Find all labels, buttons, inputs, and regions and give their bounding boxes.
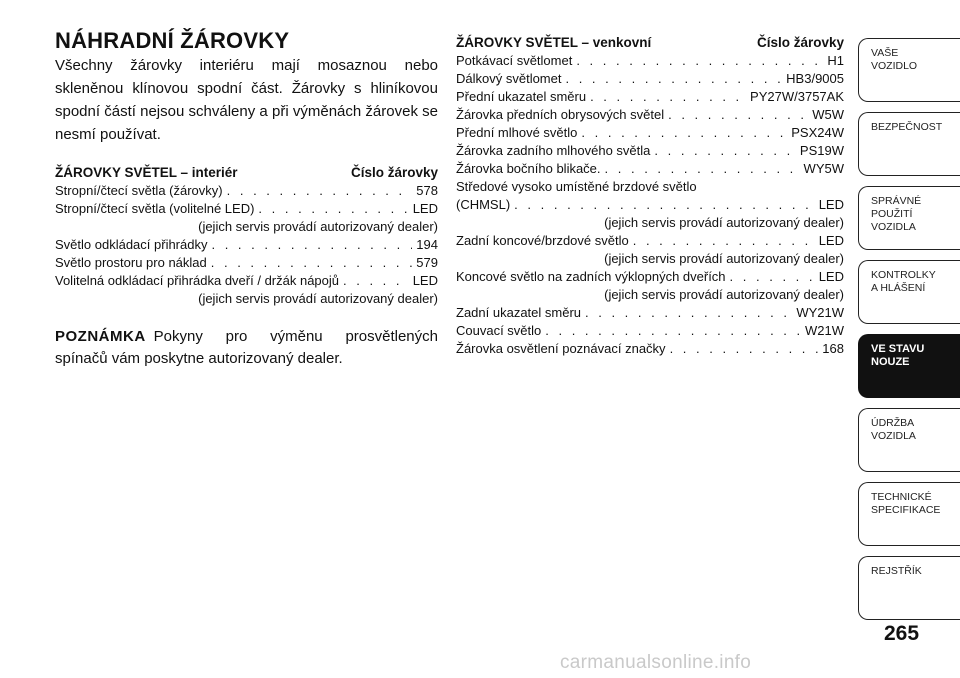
list-item <box>456 52 844 70</box>
chapter-tab[interactable] <box>858 334 960 398</box>
list-item <box>456 232 844 250</box>
leader-dots <box>514 196 815 214</box>
chapter-tab-label: VAŠE VOZIDLO <box>871 47 918 72</box>
left-column <box>55 28 438 370</box>
list-item <box>55 200 438 218</box>
bulb-number: WY21W <box>796 305 844 320</box>
list-item <box>456 196 844 214</box>
note <box>55 326 438 370</box>
exterior-list-header <box>456 34 844 52</box>
list-item <box>456 322 844 340</box>
chapter-tab-label: KONTROLKY A HLÁŠENÍ <box>871 269 936 294</box>
bulb-number-heading: Číslo žárovky <box>350 165 438 180</box>
chapter-tabs <box>858 38 960 630</box>
interior-heading: ŽÁROVKY SVĚTEL – interiér <box>55 165 238 180</box>
bulb-number: H1 <box>827 53 844 68</box>
bulb-number: PSX24W <box>791 125 844 140</box>
list-item <box>456 70 844 88</box>
bulb-number: LED <box>818 233 844 248</box>
bulb-number: 194 <box>416 237 438 252</box>
bulb-location: Přední ukazatel směru <box>456 89 587 104</box>
bulb-number: HB3/9005 <box>786 71 844 86</box>
chapter-tab-label: VE STAVU NOUZE <box>871 343 925 368</box>
bulb-location: Koncové světlo na zadních výklopných dveřích <box>456 269 726 284</box>
bulb-location: Zadní koncové/brzdové světlo <box>456 233 629 248</box>
bulb-location: Stropní/čtecí světla (žárovky) <box>55 183 223 198</box>
list-item <box>456 340 844 358</box>
leader-dots <box>585 304 792 322</box>
leader-dots <box>581 124 787 142</box>
leader-dots <box>545 322 801 340</box>
bulb-number: LED <box>818 197 844 212</box>
bulb-location: Žárovka zadního mlhového světla <box>456 143 651 158</box>
leader-dots <box>211 236 412 254</box>
bulb-location: Potkávací světlomet <box>456 53 573 68</box>
bulb-location: Dálkový světlomet <box>456 71 562 86</box>
list-item <box>456 160 844 178</box>
bulb-location: Couvací světlo <box>456 323 542 338</box>
service-note: (jejich servis provádí autorizovaný dealer) <box>604 287 844 302</box>
leader-dots <box>590 88 746 106</box>
service-note: (jejich servis provádí autorizovaný dealer) <box>604 215 844 230</box>
service-note: (jejich servis provádí autorizovaný dealer) <box>198 291 438 306</box>
bulb-number: LED <box>412 273 438 288</box>
leader-dots <box>576 52 823 70</box>
chapter-tab[interactable] <box>858 556 960 620</box>
bulb-location: Stropní/čtecí světla (volitelné LED) <box>55 201 255 216</box>
page-title: NÁHRADNÍ ŽÁROVKY <box>55 28 290 53</box>
leader-dots <box>605 160 800 178</box>
chapter-tab-label: ÚDRŽBA VOZIDLA <box>871 417 916 442</box>
list-item <box>55 182 438 200</box>
bulb-number: PY27W/3757AK <box>750 89 844 104</box>
interior-bulb-list <box>55 182 438 308</box>
interior-list-header <box>55 164 438 182</box>
right-column <box>456 34 844 358</box>
bulb-location: Volitelná odkládací přihrádka dveří / držák nápojů <box>55 273 340 288</box>
bulb-number: LED <box>818 269 844 284</box>
bulb-location: Světlo prostoru pro náklad <box>55 255 207 270</box>
leader-dots <box>654 142 796 160</box>
list-item <box>55 254 438 272</box>
chapter-tab[interactable] <box>858 38 960 102</box>
exterior-bulb-list <box>456 52 844 358</box>
leader-dots <box>668 106 808 124</box>
service-note: (jejich servis provádí autorizovaný dealer) <box>604 251 844 266</box>
chapter-tab-label: SPRÁVNÉ POUŽITÍ VOZIDLA <box>871 195 922 233</box>
list-item <box>456 88 844 106</box>
chapter-tab[interactable] <box>858 408 960 472</box>
bulb-number: 168 <box>822 341 844 356</box>
bulb-location: Žárovka osvětlení poznávací značky <box>456 341 666 356</box>
bulb-location: Žárovka bočního blikače. <box>456 161 601 176</box>
leader-dots <box>343 272 409 290</box>
leader-dots <box>227 182 413 200</box>
bulb-number: 578 <box>416 183 438 198</box>
list-item <box>456 106 844 124</box>
leader-dots <box>565 70 782 88</box>
bulb-number-heading: Číslo žárovky <box>756 35 844 50</box>
bulb-number: W5W <box>812 107 844 122</box>
list-item <box>55 272 438 290</box>
list-item <box>456 268 844 286</box>
note-label: POZNÁMKA <box>55 328 146 345</box>
leader-dots <box>633 232 815 250</box>
leader-dots <box>730 268 815 286</box>
chapter-tab[interactable] <box>858 260 960 324</box>
note-text: Pokyny pro výměnu prosvětlených spínačů vám poskytne autorizovaný dealer. <box>55 328 438 367</box>
bulb-number: PS19W <box>799 143 844 158</box>
list-item <box>456 124 844 142</box>
chapter-tab[interactable] <box>858 112 960 176</box>
bulb-location: Přední mlhové světlo <box>456 125 578 140</box>
exterior-heading: ŽÁROVKY SVĚTEL – venkovní <box>456 35 652 50</box>
chapter-tab-label: REJSTŘÍK <box>871 565 922 577</box>
service-note: (jejich servis provádí autorizovaný dealer) <box>198 219 438 234</box>
list-item <box>456 304 844 322</box>
bulb-number: W21W <box>805 323 844 338</box>
intro-paragraph: Všechny žárovky interiéru mají mosaznou nebo skleněnou klínovou spodní část. Žárovky s hliníkovou spodní částí nejsou schváleny a při výměnách žárovek se nesmí používat. <box>55 57 438 143</box>
bulb-number: 579 <box>416 255 438 270</box>
leader-dots <box>211 254 413 272</box>
page-number: 265 <box>884 622 920 645</box>
bulb-location: (CHMSL) <box>456 197 511 212</box>
chapter-tab[interactable] <box>858 186 960 250</box>
leader-dots <box>670 340 819 358</box>
chapter-tab[interactable] <box>858 482 960 546</box>
list-item-pretext: Středové vysoko umístěné brzdové světlo <box>456 179 697 194</box>
list-item <box>55 236 438 254</box>
bulb-number: WY5W <box>803 161 844 176</box>
bulb-location: Zadní ukazatel směru <box>456 305 582 320</box>
bulb-number: LED <box>412 201 438 216</box>
list-item <box>456 142 844 160</box>
chapter-tab-label: BEZPEČNOST <box>871 121 943 133</box>
bulb-location: Světlo odkládací přihrádky <box>55 237 208 252</box>
leader-dots <box>258 200 408 218</box>
bulb-location: Žárovka předních obrysových světel <box>456 107 665 122</box>
chapter-tab-label: TECHNICKÉ SPECIFIKACE <box>871 491 941 516</box>
watermark: carmanualsonline.info <box>560 652 752 673</box>
